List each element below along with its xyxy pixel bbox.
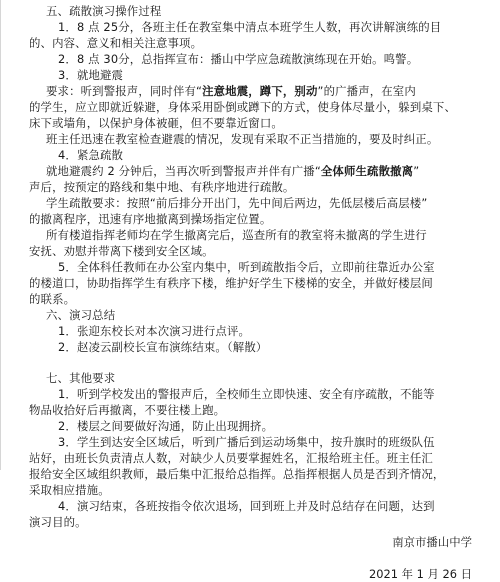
s7-item3-line2: 站好，由班长负责清点人数，对缺少人员要掌握姓名，汇报给班主任。班主任汇 xyxy=(29,451,433,465)
s5-teacher-check: 班主任迅速在教室检查避震的情况，发现有采取不正当措施的，要及时纠正。 xyxy=(46,132,439,146)
s5-student-req-line1: 学生疏散要求：按照“前后排分开出门，先中间后两边，先低层楼后高层楼” xyxy=(46,196,428,210)
s5-item5-line2: 的楼道口，协助指挥学生有秩序下楼，维护好学生下楼梯的安全，并做好楼层间 xyxy=(29,276,433,290)
s7-item2: 2．楼层之间要做好沟通，防止出现拥挤。 xyxy=(58,419,274,433)
s5-item3-heading: 3．就地避震 xyxy=(58,68,124,82)
s6-item1: 1．张迎东校长对本次演习进行点评。 xyxy=(58,324,251,338)
s5-item5-line1: 5．全体科任教师在办公室内集中，听到疏散指令后，立即前往靠近办公室 xyxy=(58,260,435,274)
s5-item1-line1: 1．8 点 25分，各班主任在教室集中清点本班学生人数，再次讲解演练的目 xyxy=(58,20,442,34)
s7-item1-line1: 1．听到学校发出的警报声后，全校师生立即快速、安全有序疏散，不能等 xyxy=(58,387,435,401)
s5-stair-teacher-line2: 安抚、劝慰并带离下楼到安全区域。 xyxy=(29,244,214,258)
signature-spacer xyxy=(29,550,482,566)
s7-item1-line2: 物品收拾好后再撤离，不要往楼上跑。 xyxy=(29,403,226,417)
requirement-prefix: 要求：听到警报声，同时伴有“ xyxy=(46,84,203,98)
s5-item4-heading: 4．紧急疏散 xyxy=(58,148,124,162)
s5-student-req-line2: 的撤离程序，迅速有序地撤离到操场指定位置。 xyxy=(29,212,272,226)
s7-item3-line1: 3．学生到达安全区域后，听到广播后到运动场集中，按升旗时的班级队伍 xyxy=(58,435,435,449)
s7-item4-line2: 演习目的。 xyxy=(29,515,87,529)
s5-evacuation-line2: 声后，按预定的路线和集中地、有秩序地进行疏散。 xyxy=(29,180,295,194)
s7-item4-line1: 4．演习结束，各班按指令依次退场，回到班上并及时总结存在问题，达到 xyxy=(58,499,435,513)
signature-school: 南京市播山中学 xyxy=(392,535,472,549)
section-5-title: 五、疏散演习操作过程 xyxy=(46,4,162,18)
s5-stair-teacher-line1: 所有楼道指挥老师均在学生撤离完后，巡查所有的教室将未撤离的学生进行 xyxy=(46,228,427,242)
s5-evacuation-line1 xyxy=(29,163,482,179)
requirement-bold-phrase: 注意地震，蹲下，别动 xyxy=(202,84,318,98)
s6-item2: 2．赵凌云副校长宣布演练结束。（解散） xyxy=(58,340,268,354)
section-6-title: 六、演习总结 xyxy=(46,308,116,322)
s5-item2-line1: 2．8 点 30分，总指挥宣布：播山中学应急疏散演练现在开始。鸣警。 xyxy=(58,52,419,66)
s7-item3-line4: 采取相应措施。 xyxy=(29,483,110,497)
s5-item5-line3: 的联系。 xyxy=(29,292,76,306)
requirement-suffix: ”的广播声，在室内 xyxy=(317,84,416,98)
evacuation-bold-phrase: 全体师生疏散撤离 xyxy=(320,164,414,178)
evacuation-prefix: 就地避震约 2 分钟后，当再次听到警报声并伴有广播“ xyxy=(46,164,321,178)
section-7-title: 七、其他要求 xyxy=(46,371,116,385)
signature-date: 2021 年 1 月 26 日 xyxy=(368,567,472,581)
s5-requirement-line2: 的学生，应立即就近躲避，身体采用卧倒或蹲下的方式，使身体尽量小，躲到桌下、 xyxy=(29,100,457,114)
s7-item3-line3: 报给安全区域组织教师，最后集中汇报给总指挥。总指挥根据人员是否到齐情况， xyxy=(29,467,445,481)
s5-requirement-line3: 床下或墙角，以保护身体被砸，但不要靠近窗口。 xyxy=(29,116,283,130)
evacuation-suffix: ” xyxy=(413,164,420,178)
s5-requirement-line1 xyxy=(29,83,482,99)
section-spacer xyxy=(29,355,482,370)
s5-item1-line2: 的、内容、意义和相关注意事项。 xyxy=(29,36,203,50)
